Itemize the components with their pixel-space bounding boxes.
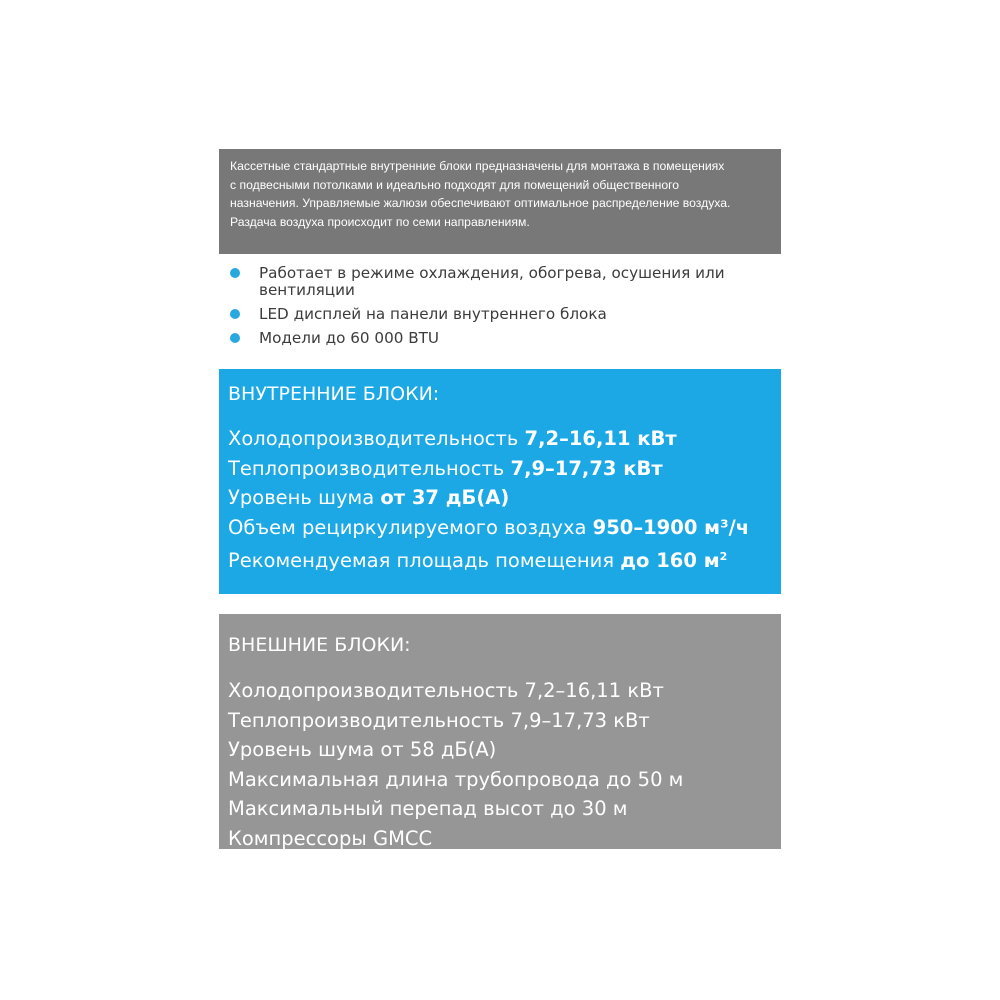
spec-label: Уровень шума	[228, 486, 381, 509]
feature-item	[226, 306, 786, 323]
spec-value	[620, 549, 727, 572]
feature-item	[226, 330, 786, 347]
indoor-units-title: ВНУТРЕННИЕ БЛОКИ:	[228, 383, 440, 405]
bullet-dot-icon	[230, 333, 240, 343]
spec-value: 950–1900 м³/ч	[592, 515, 750, 539]
spec-value-text: до 160 м	[620, 549, 720, 572]
spec-value: от 37 дБ(А)	[380, 486, 510, 509]
bullet-dot-icon	[230, 268, 240, 278]
spec-label: Рекомендуемая площадь помещения	[228, 549, 621, 572]
indoor-spec-row	[228, 483, 781, 513]
feature-text: вентиляции	[259, 281, 355, 299]
intro-line: назначения. Управляемые жалюзи обеспечивают оптимальное распределение воздуха.	[230, 196, 731, 210]
outdoor-units-panel	[219, 614, 781, 849]
feature-text: Работает в режиме охлаждения, обогрева, осушения или	[259, 264, 725, 282]
intro-text-block	[219, 149, 781, 254]
bullet-dot-icon	[230, 309, 240, 319]
spec-label: Холодопроизводительность	[228, 427, 525, 450]
indoor-spec-row	[228, 454, 781, 484]
indoor-units-panel	[219, 369, 781, 594]
feature-list	[226, 265, 786, 354]
spec-label: Теплопроизводительность	[228, 456, 511, 480]
spec-value: 7,9–17,73 кВт	[510, 456, 663, 480]
feature-item	[226, 265, 786, 299]
feature-text: Модели до 60 000 BTU	[259, 329, 440, 347]
outdoor-spec-row: Максимальная длина трубопровода до 50 м	[228, 767, 684, 791]
outdoor-spec-row: Теплопроизводительность 7,9–17,73 кВт	[228, 708, 650, 732]
indoor-spec-row	[228, 542, 781, 576]
outdoor-spec-row: Максимальный перепад высот до 30 м	[228, 797, 628, 820]
intro-line: Раздача воздуха происходит по семи направлениям.	[230, 214, 530, 229]
outdoor-spec-row: Уровень шума от 58 дБ(А)	[228, 738, 497, 761]
intro-line: с подвесными потолками и идеально подходят для помещений общественного	[230, 177, 680, 192]
spec-label: Объем рециркулируемого воздуха	[228, 515, 593, 539]
indoor-spec-row	[228, 513, 781, 543]
spec-value-superscript: 2	[719, 550, 728, 563]
outdoor-spec-row: Холодопроизводительность 7,2–16,11 кВт	[228, 679, 664, 702]
outdoor-spec-row: Компрессоры GMCC	[228, 826, 433, 850]
spec-value: 7,2–16,11 кВт	[524, 427, 677, 450]
indoor-spec-row	[228, 424, 781, 454]
outdoor-units-title: ВНЕШНИЕ БЛОКИ:	[228, 634, 411, 656]
intro-line: Кассетные стандартные внутренние блоки предназначены для монтажа в помещениях	[230, 159, 725, 173]
feature-text: LED дисплей на панели внутреннего блока	[259, 305, 607, 323]
